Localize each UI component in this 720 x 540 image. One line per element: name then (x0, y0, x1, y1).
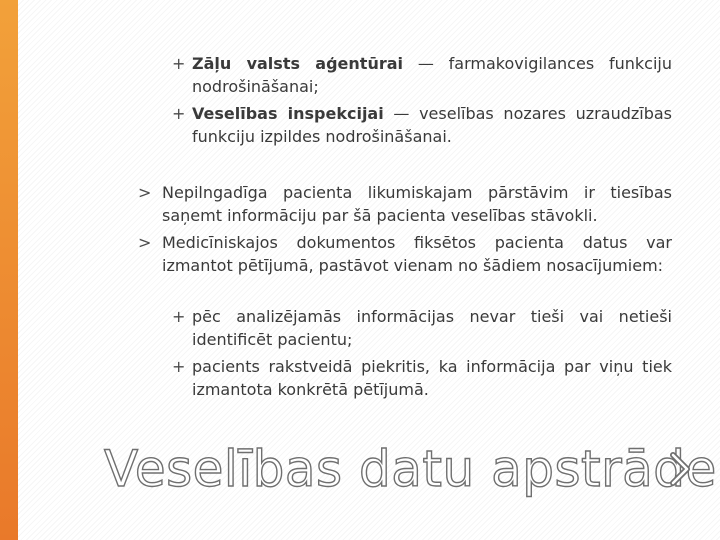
list-item (138, 231, 672, 277)
item-text: — veselības nozares uzraudzības funkciju izpildes nodrošināšanai. (192, 104, 673, 146)
list-item (172, 355, 672, 401)
list-item (138, 181, 672, 227)
list-item (172, 52, 672, 98)
item-bold-term: Veselības inspekcijai (192, 104, 384, 123)
chevron-marker: > (138, 233, 152, 252)
item-text: — farmakovigilances funkciju nodrošināšanai; (192, 54, 672, 96)
bullet-marker: + (172, 54, 186, 73)
list-item (172, 102, 673, 148)
bullet-marker: + (172, 307, 186, 326)
list-item (172, 305, 672, 351)
bullet-marker: + (172, 357, 186, 376)
chevron-marker: > (138, 183, 152, 202)
item-text: Nepilngadīga pacienta likumiskajam pārstāvim ir tiesības saņemt informāciju par šā pacienta veselības stāvokli. (162, 183, 672, 225)
item-text: pacients rakstveidā piekritis, ka informācija par viņu tiek izmantota konkrētā pētījumā. (192, 357, 672, 399)
chevron-right-icon[interactable] (668, 452, 694, 486)
slide-title: Veselības datu apstrāde (104, 440, 717, 498)
item-bold-term: Zāļu valsts aģentūrai (192, 54, 404, 73)
item-text: pēc analizējamās informācijas nevar tieši vai netieši identificēt pacientu; (192, 307, 672, 349)
item-text: Medicīniskajos dokumentos fiksētos pacienta datus var izmantot pētījumā, pastāvot vienam no šādiem nosacījumiem: (162, 233, 672, 275)
bullet-marker: + (172, 104, 186, 123)
